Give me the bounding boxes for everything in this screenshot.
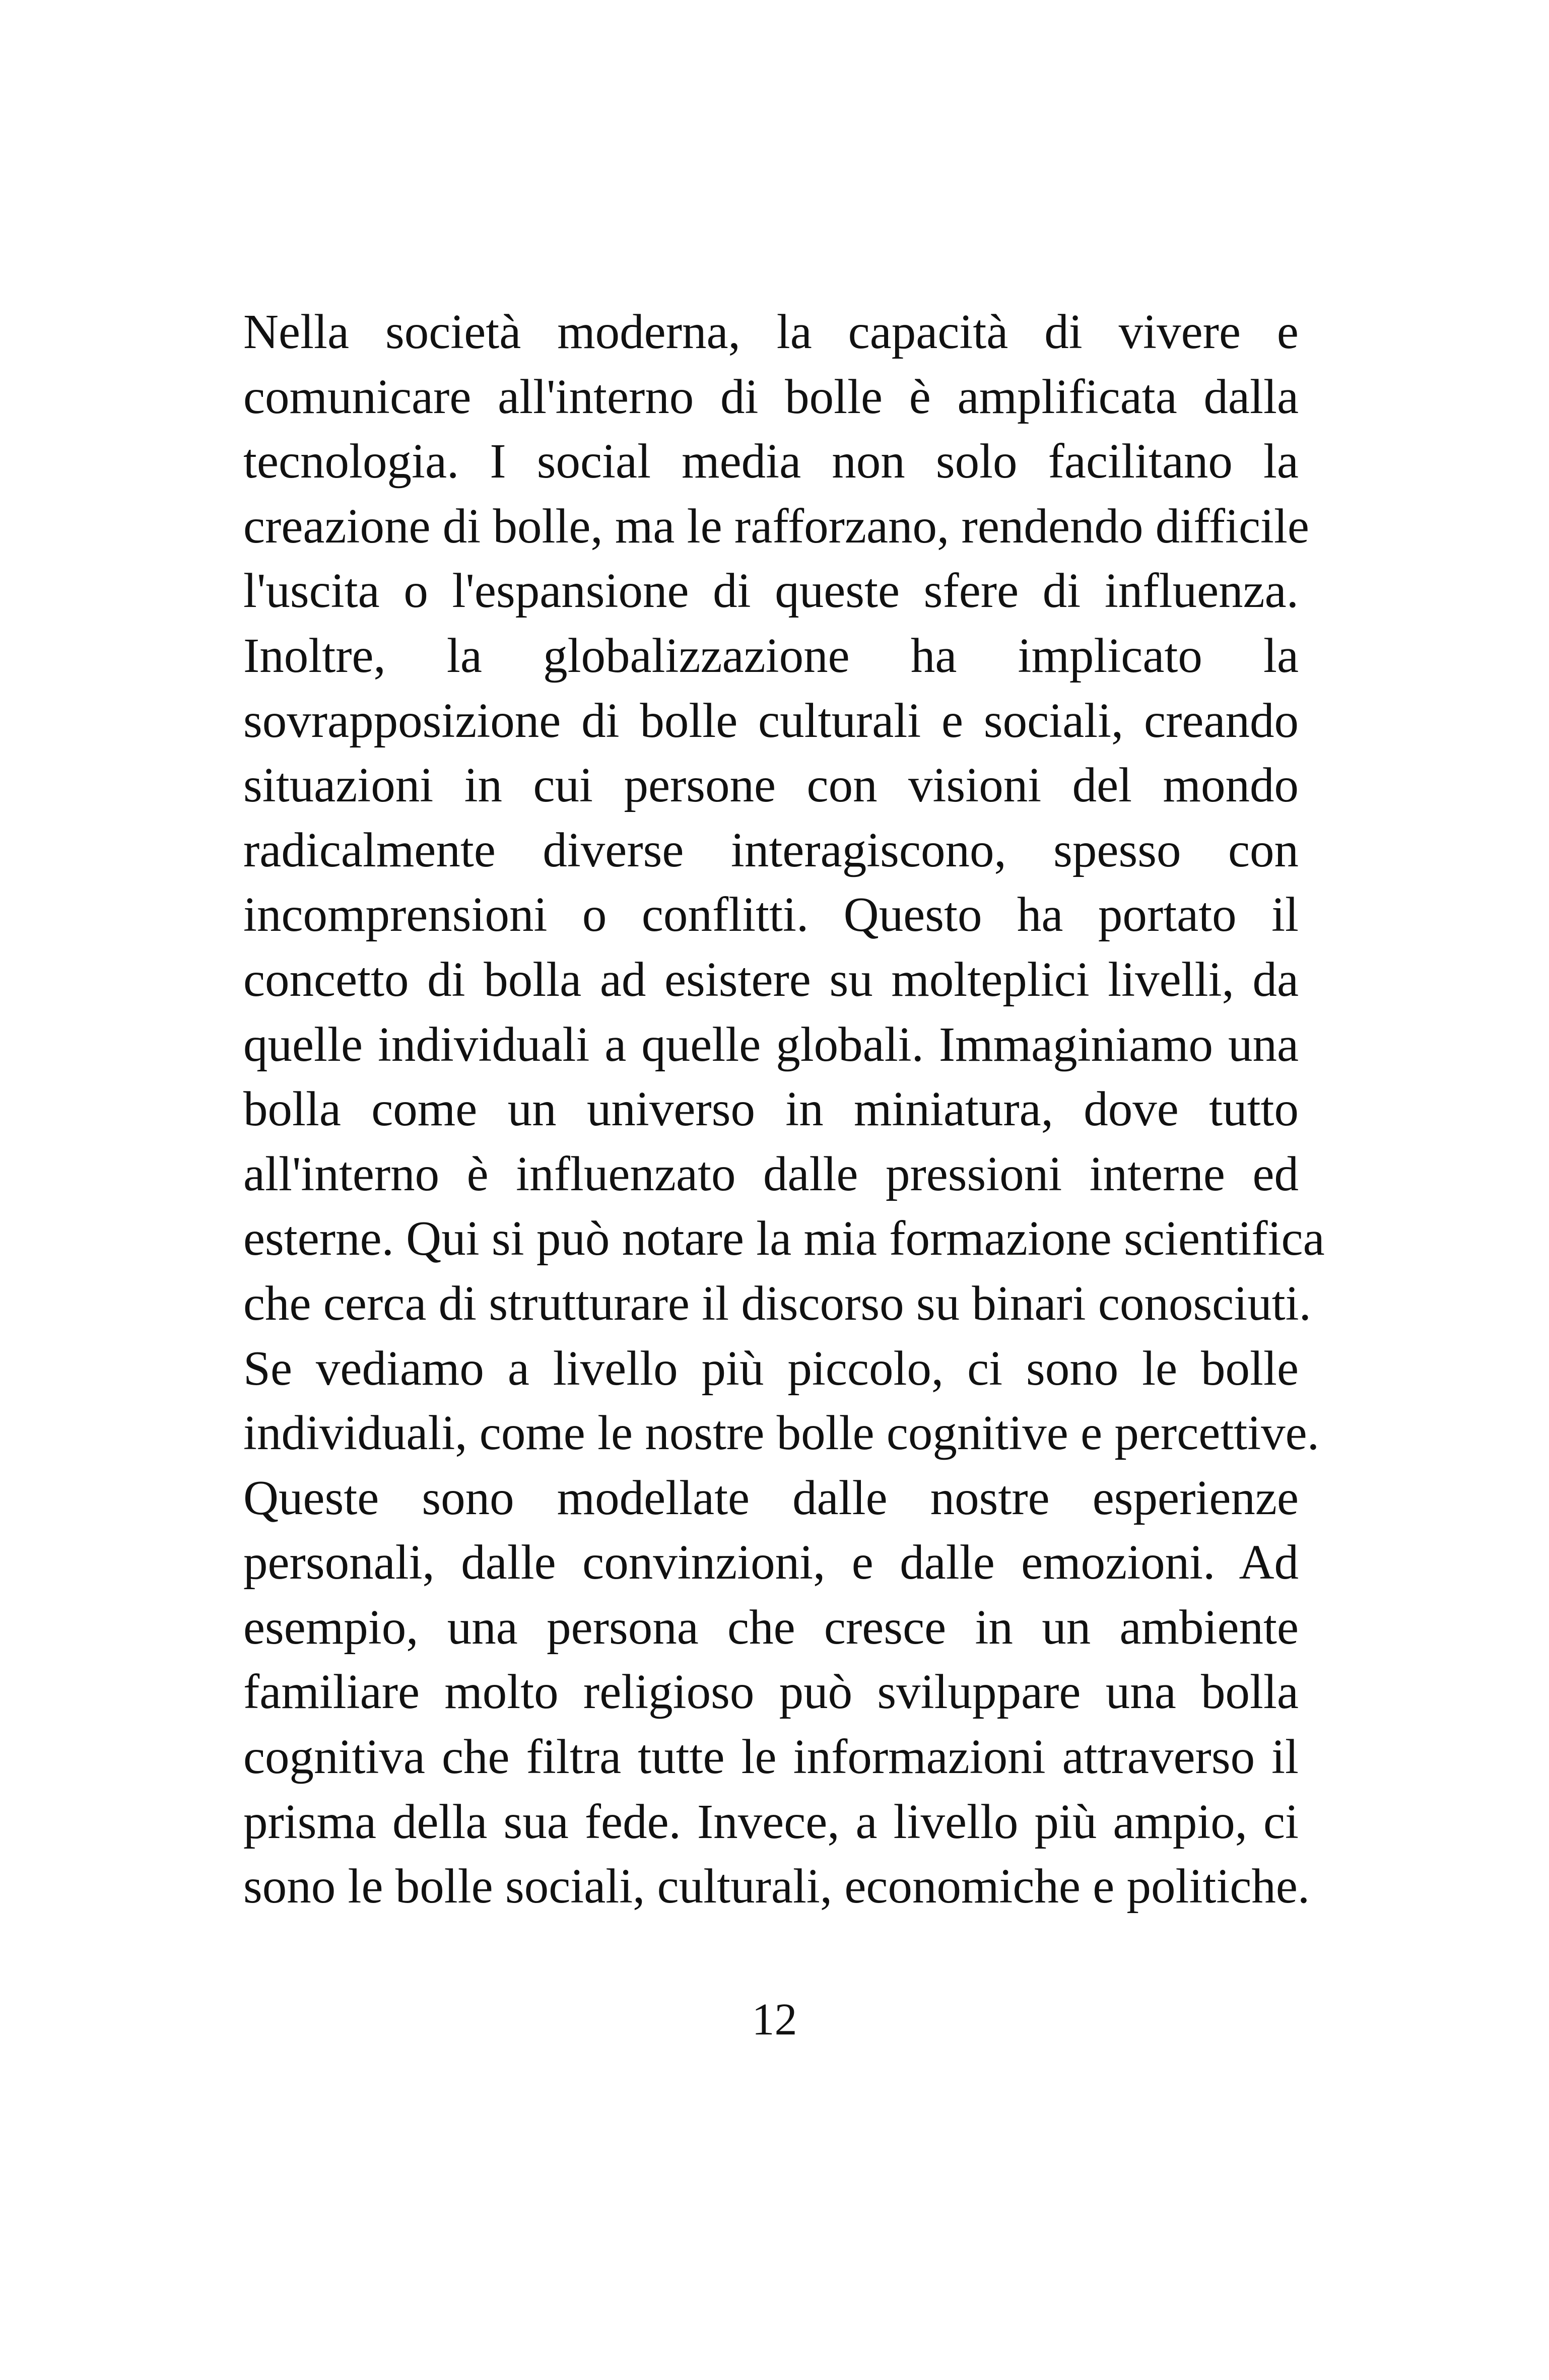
text-line: tecnologia. I social media non solo facilitano la [243, 434, 1299, 489]
text-line: prisma della sua fede. Invece, a livello più ampio, ci [243, 1794, 1299, 1849]
text-line: quelle individuali a quelle globali. Immaginiamo una [243, 1017, 1299, 1071]
body-paragraph [243, 300, 1325, 1919]
text-line: radicalmente diverse interagiscono, spesso con [243, 823, 1299, 877]
text-line: incomprensioni o conflitti. Questo ha portato il [243, 888, 1299, 942]
text-line: sovrapposizione di bolle culturali e sociali, creando [243, 693, 1299, 747]
text-line: all'interno è influenzato dalle pressioni interne ed [243, 1146, 1299, 1201]
text-line: situazioni in cui persone con visioni del mondo [243, 758, 1299, 812]
text-line: creazione di bolle, ma le rafforzano, rendendo difficile [243, 499, 1309, 553]
text-line: Queste sono modellate dalle nostre esperienze [243, 1470, 1299, 1525]
text-line: esterne. Qui si può notare la mia formazione scientifica [243, 1211, 1325, 1266]
text-line: l'uscita o l'espansione di queste sfere di influenza. [243, 564, 1299, 618]
text-line: personali, dalle convinzioni, e dalle emozioni. Ad [243, 1535, 1299, 1590]
text-line: Se vediamo a livello più piccolo, ci sono le bolle [243, 1341, 1299, 1395]
text-line: bolla come un universo in miniatura, dove tutto [243, 1082, 1299, 1136]
text-line: concetto di bolla ad esistere su molteplici livelli, da [243, 952, 1299, 1006]
text-line: Inoltre, la globalizzazione ha implicato la [243, 628, 1299, 683]
text-line: che cerca di strutturare il discorso su binari conosciuti. [243, 1276, 1311, 1330]
text-line: Nella società moderna, la capacità di vivere e [243, 305, 1299, 359]
text-line: sono le bolle sociali, culturali, economiche e politiche. [243, 1859, 1310, 1914]
text-line: cognitiva che filtra tutte le informazioni attraverso il [243, 1730, 1299, 1784]
page-number: 12 [752, 1995, 797, 2045]
text-line: comunicare all'interno di bolle è amplificata dalla [243, 369, 1299, 424]
text-line: individuali, come le nostre bolle cognitive e percettive. [243, 1406, 1319, 1460]
text-line: familiare molto religioso può sviluppare una bolla [243, 1665, 1299, 1719]
text-line: esempio, una persona che cresce in un ambiente [243, 1600, 1299, 1654]
